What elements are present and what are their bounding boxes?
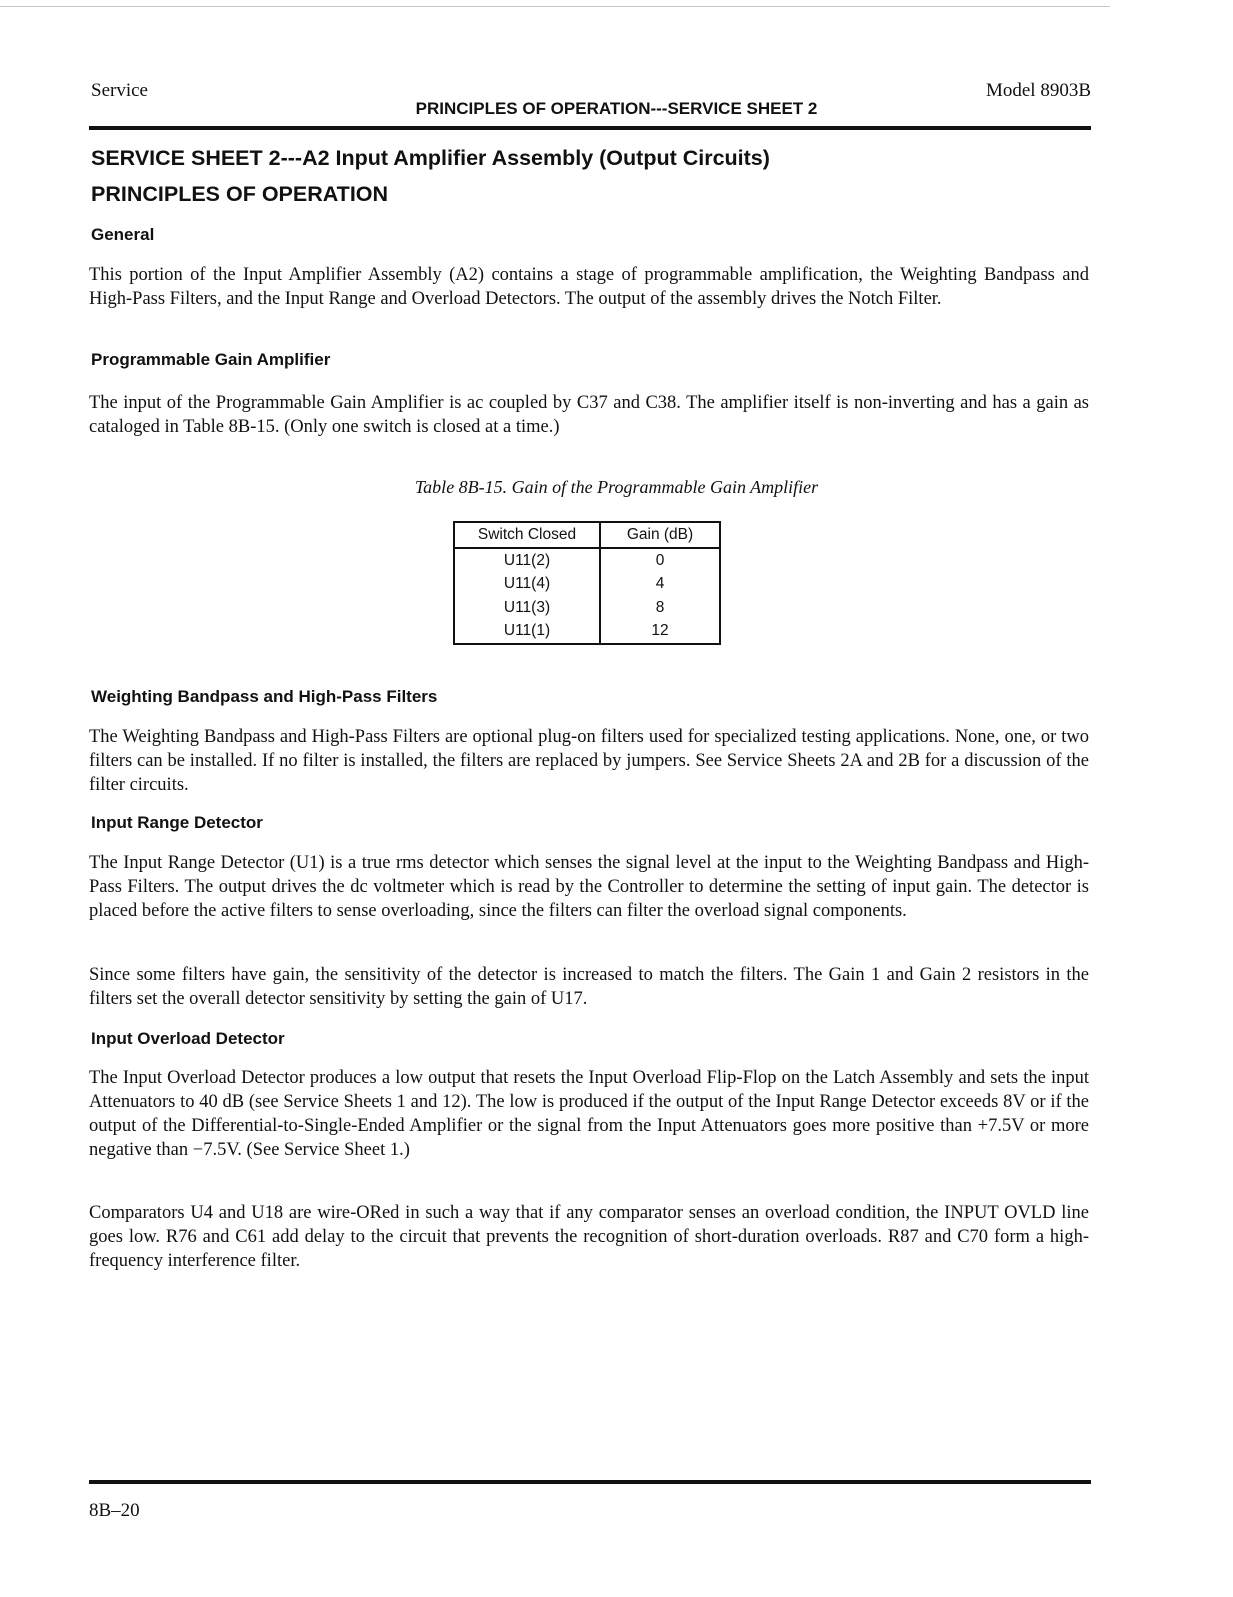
table-caption: Table 8B-15. Gain of the Programmable Gain Amplifier <box>414 477 819 497</box>
table-row <box>454 548 720 573</box>
paragraph-general: This portion of the Input Amplifier Assembly (A2) contains a stage of programmable amplification, the Weighting Bandpass and High-Pass Filters, and the Input Range and Overload Detectors. The output of the assembly drives the Notch Filter. <box>89 265 1089 309</box>
page-number: 8B–20 <box>89 1500 140 1521</box>
paragraph-input-overload-detector-1: The Input Overload Detector produces a low output that resets the Input Overload Flip-Flop on the Latch Assembly and sets the input Attenuators to 40 dB (see Service Sheets 1 and 12). The low is produced if the output of the Input Range Detector exceeds 8V or if the output of the Differential-to-Single-Ended Amplifier or the signal from the Input Attenuators goes more positive than +7.5V or more negative than −7.5V. (See Service Sheet 1.) <box>89 1068 1089 1160</box>
table-cell-gain: 8 <box>655 598 665 616</box>
table-row <box>454 573 720 597</box>
heading-general: General <box>91 225 155 244</box>
header-running-title: PRINCIPLES OF OPERATION---SERVICE SHEET 2 <box>415 99 818 118</box>
header-section-label: Service <box>91 80 148 101</box>
heading-programmable-gain-amplifier: Programmable Gain Amplifier <box>91 350 331 369</box>
table-header-gain: Gain (dB) <box>600 522 720 548</box>
paragraph-input-overload-detector-2: Comparators U4 and U18 are wire-ORed in such a way that if any comparator senses an overload condition, the INPUT OVLD line goes low. R76 and C61 add delay to the circuit that prevents the recognition of short-duration overloads. R87 and C70 form a high-frequency interference filter. <box>89 1203 1089 1271</box>
page-title: SERVICE SHEET 2---A2 Input Amplifier Assembly (Output Circuits) <box>91 146 770 170</box>
heading-input-overload-detector: Input Overload Detector <box>91 1029 285 1048</box>
page-subtitle: PRINCIPLES OF OPERATION <box>91 182 389 206</box>
table-cell-switch: U11(3) <box>454 596 600 620</box>
paragraph-input-range-detector-2: Since some filters have gain, the sensitivity of the detector is increased to match the filters. The Gain 1 and Gain 2 resistors in the filters set the overall detector sensitivity by setting the gain of U17. <box>89 965 1089 1009</box>
paragraph-weighting-filters: The Weighting Bandpass and High-Pass Filters are optional plug-on filters used for specialized testing applications. None, one, or two filters can be installed. If no filter is installed, the filters are replaced by jumpers. See Service Sheets 2A and 2B for a discussion of the filter circuits. <box>89 727 1089 795</box>
table-cell-switch: U11(4) <box>454 573 600 597</box>
header-model-label: Model 8903B <box>985 80 1091 101</box>
table-row <box>454 620 720 645</box>
paragraph-programmable-gain-amplifier: The input of the Programmable Gain Amplifier is ac coupled by C37 and C38. The amplifier itself is non-inverting and has a gain as cataloged in Table 8B-15. (Only one switch is closed at a time.) <box>89 393 1089 437</box>
header-rule <box>89 126 1091 130</box>
table-cell-gain: 0 <box>655 551 665 569</box>
table-cell-switch: U11(2) <box>454 548 600 573</box>
scan-edge-line <box>0 6 1110 7</box>
table-header-row <box>454 522 720 548</box>
heading-input-range-detector: Input Range Detector <box>91 813 263 832</box>
footer-rule <box>89 1480 1091 1484</box>
table-cell-switch: U11(1) <box>454 620 600 645</box>
table-header-switch: Switch Closed <box>454 522 600 548</box>
table-cell-gain: 4 <box>655 575 665 593</box>
heading-weighting-filters: Weighting Bandpass and High-Pass Filters <box>91 687 438 706</box>
gain-table <box>453 521 721 645</box>
paragraph-input-range-detector-1: The Input Range Detector (U1) is a true rms detector which senses the signal level at the input to the Weighting Bandpass and High-Pass Filters. The output drives the dc voltmeter which is read by the Controller to determine the setting of input gain. The detector is placed before the active filters to sense overloading, since the filters can filter the overload signal components. <box>89 853 1089 921</box>
table-row <box>454 596 720 620</box>
table-cell-gain: 12 <box>651 622 669 640</box>
